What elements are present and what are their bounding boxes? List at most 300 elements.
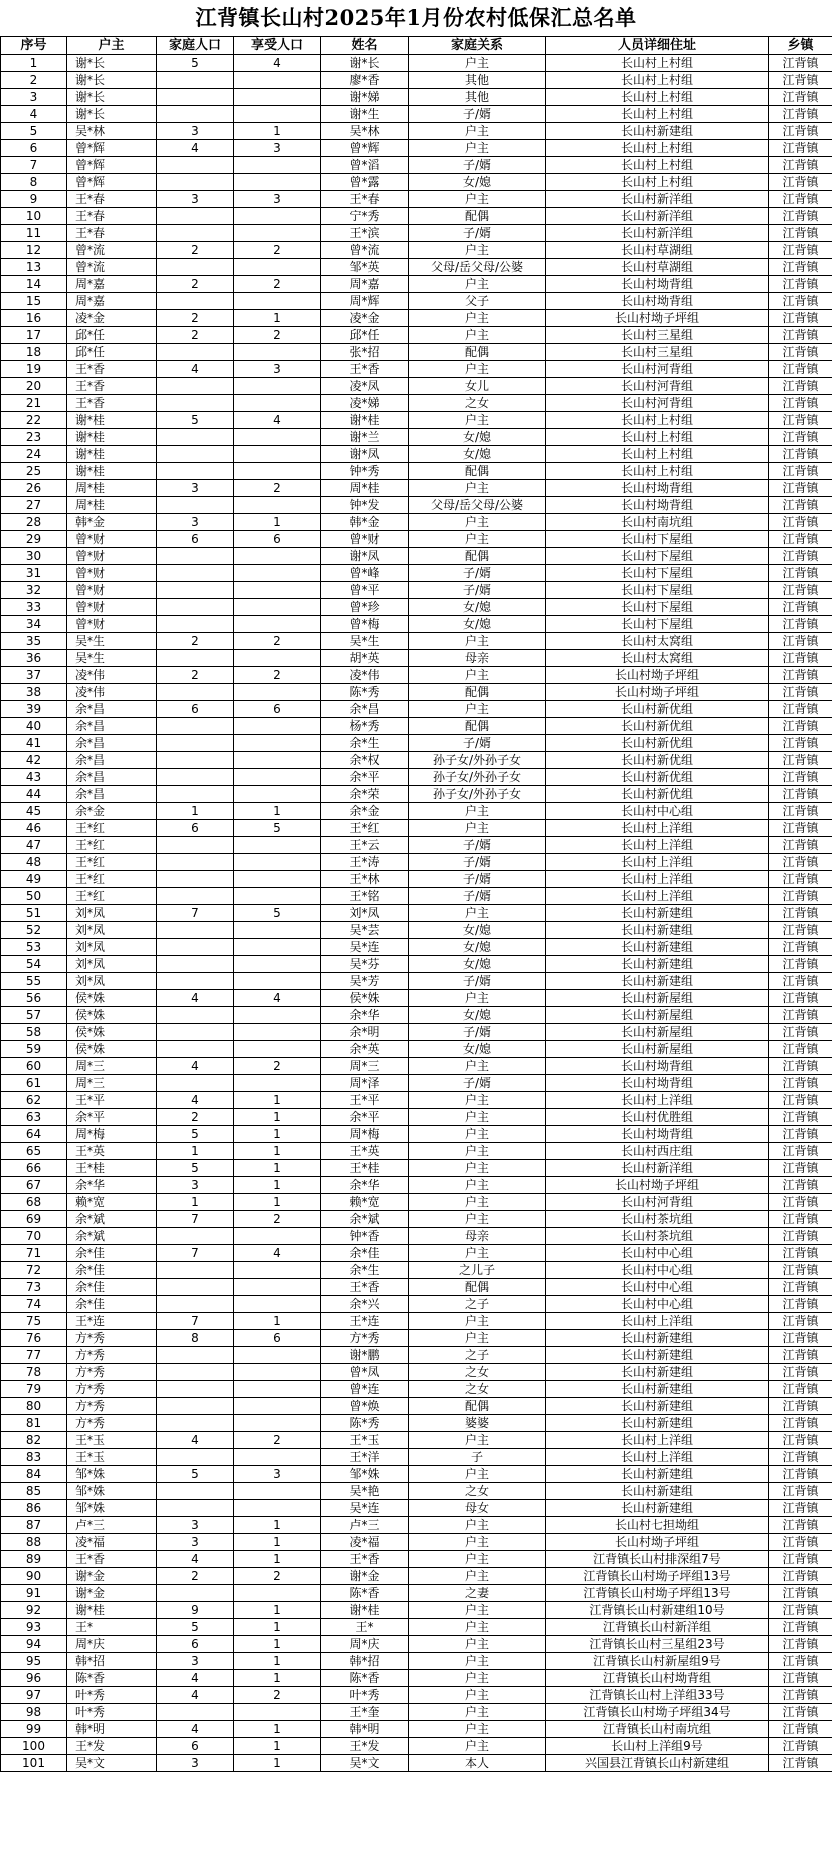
cell-town: 江背镇 xyxy=(769,1483,832,1500)
cell-family-size xyxy=(157,259,234,276)
cell-index: 53 xyxy=(1,939,67,956)
cell-beneficiaries: 6 xyxy=(234,1330,321,1347)
cell-town: 江背镇 xyxy=(769,55,832,72)
table-row xyxy=(1,650,832,667)
cell-family-size: 2 xyxy=(157,327,234,344)
cell-relation: 母女 xyxy=(409,1500,546,1517)
cell-name: 王* xyxy=(321,1619,409,1636)
cell-beneficiaries xyxy=(234,973,321,990)
cell-name: 余*斌 xyxy=(321,1211,409,1228)
cell-address: 长山村坳子坪组 xyxy=(546,667,769,684)
cell-householder: 邱*任 xyxy=(67,344,157,361)
cell-relation: 子/婿 xyxy=(409,735,546,752)
cell-address: 长山村上洋组 xyxy=(546,820,769,837)
cell-name: 凌*娣 xyxy=(321,395,409,412)
cell-family-size xyxy=(157,1364,234,1381)
table-row xyxy=(1,344,832,361)
cell-householder: 王*春 xyxy=(67,208,157,225)
cell-family-size: 3 xyxy=(157,1177,234,1194)
cell-relation: 婆婆 xyxy=(409,1415,546,1432)
cell-index: 36 xyxy=(1,650,67,667)
cell-householder: 方*秀 xyxy=(67,1381,157,1398)
cell-householder: 吴*生 xyxy=(67,633,157,650)
cell-family-size xyxy=(157,650,234,667)
cell-address: 长山村新屋组 xyxy=(546,990,769,1007)
cell-beneficiaries xyxy=(234,837,321,854)
cell-householder: 王*红 xyxy=(67,820,157,837)
cell-householder: 谢*桂 xyxy=(67,463,157,480)
cell-family-size: 2 xyxy=(157,310,234,327)
cell-index: 73 xyxy=(1,1279,67,1296)
cell-town: 江背镇 xyxy=(769,1738,832,1755)
cell-relation: 子/婿 xyxy=(409,225,546,242)
cell-address: 长山村上洋组 xyxy=(546,871,769,888)
cell-town: 江背镇 xyxy=(769,1007,832,1024)
table-row xyxy=(1,582,832,599)
cell-name: 谢*凤 xyxy=(321,548,409,565)
cell-family-size: 7 xyxy=(157,1245,234,1262)
cell-beneficiaries: 1 xyxy=(234,1738,321,1755)
cell-name: 吴*艳 xyxy=(321,1483,409,1500)
cell-index: 55 xyxy=(1,973,67,990)
cell-householder: 谢*金 xyxy=(67,1585,157,1602)
cell-householder: 谢*长 xyxy=(67,106,157,123)
cell-index: 13 xyxy=(1,259,67,276)
cell-town: 江背镇 xyxy=(769,429,832,446)
cell-address: 长山村下屋组 xyxy=(546,565,769,582)
cell-householder: 余*昌 xyxy=(67,769,157,786)
cell-town: 江背镇 xyxy=(769,1653,832,1670)
cell-householder: 余*昌 xyxy=(67,752,157,769)
cell-householder: 卢*三 xyxy=(67,1517,157,1534)
table-row xyxy=(1,1194,832,1211)
cell-beneficiaries xyxy=(234,106,321,123)
cell-family-size xyxy=(157,378,234,395)
cell-family-size: 4 xyxy=(157,1551,234,1568)
cell-name: 王*铭 xyxy=(321,888,409,905)
cell-town: 江背镇 xyxy=(769,735,832,752)
cell-address: 长山村新优组 xyxy=(546,701,769,718)
cell-householder: 余*斌 xyxy=(67,1228,157,1245)
cell-town: 江背镇 xyxy=(769,1466,832,1483)
cell-town: 江背镇 xyxy=(769,463,832,480)
table-row xyxy=(1,871,832,888)
cell-householder: 邱*任 xyxy=(67,327,157,344)
cell-beneficiaries: 2 xyxy=(234,667,321,684)
cell-family-size: 9 xyxy=(157,1602,234,1619)
cell-town: 江背镇 xyxy=(769,1687,832,1704)
cell-name: 余*平 xyxy=(321,1109,409,1126)
cell-beneficiaries: 1 xyxy=(234,1517,321,1534)
cell-town: 江背镇 xyxy=(769,1211,832,1228)
cell-relation: 之女 xyxy=(409,1364,546,1381)
cell-address: 长山村新洋组 xyxy=(546,191,769,208)
table-row xyxy=(1,922,832,939)
cell-beneficiaries xyxy=(234,378,321,395)
cell-relation: 之女 xyxy=(409,1483,546,1500)
cell-index: 85 xyxy=(1,1483,67,1500)
cell-householder: 谢*桂 xyxy=(67,1602,157,1619)
cell-town: 江背镇 xyxy=(769,616,832,633)
cell-householder: 余*斌 xyxy=(67,1211,157,1228)
table-row xyxy=(1,259,832,276)
cell-family-size: 4 xyxy=(157,1092,234,1109)
cell-relation: 子/婿 xyxy=(409,1075,546,1092)
cell-relation: 户主 xyxy=(409,1738,546,1755)
cell-index: 81 xyxy=(1,1415,67,1432)
cell-index: 41 xyxy=(1,735,67,752)
cell-householder: 韩*金 xyxy=(67,514,157,531)
cell-family-size xyxy=(157,565,234,582)
cell-name: 邱*任 xyxy=(321,327,409,344)
table-row xyxy=(1,1364,832,1381)
cell-index: 46 xyxy=(1,820,67,837)
table-row xyxy=(1,480,832,497)
table-row xyxy=(1,55,832,72)
cell-index: 98 xyxy=(1,1704,67,1721)
table-row xyxy=(1,667,832,684)
cell-beneficiaries: 6 xyxy=(234,531,321,548)
cell-family-size: 3 xyxy=(157,1755,234,1772)
cell-address: 长山村上村组 xyxy=(546,89,769,106)
cell-family-size xyxy=(157,888,234,905)
cell-index: 61 xyxy=(1,1075,67,1092)
cell-householder: 谢*桂 xyxy=(67,412,157,429)
cell-town: 江背镇 xyxy=(769,1245,832,1262)
cell-beneficiaries xyxy=(234,1449,321,1466)
cell-address: 长山村下屋组 xyxy=(546,531,769,548)
col-header-town: 乡镇 xyxy=(769,37,832,55)
cell-town: 江背镇 xyxy=(769,650,832,667)
table-row xyxy=(1,1500,832,1517)
cell-address: 长山村上村组 xyxy=(546,106,769,123)
cell-householder: 曾*流 xyxy=(67,242,157,259)
table-row xyxy=(1,1415,832,1432)
cell-town: 江背镇 xyxy=(769,1364,832,1381)
cell-name: 周*辉 xyxy=(321,293,409,310)
cell-address: 长山村新建组 xyxy=(546,1330,769,1347)
cell-name: 韩*金 xyxy=(321,514,409,531)
cell-name: 王*香 xyxy=(321,1551,409,1568)
cell-relation: 户主 xyxy=(409,191,546,208)
cell-family-size xyxy=(157,344,234,361)
cell-index: 39 xyxy=(1,701,67,718)
cell-householder: 曾*流 xyxy=(67,259,157,276)
cell-family-size xyxy=(157,174,234,191)
cell-householder: 韩*招 xyxy=(67,1653,157,1670)
cell-family-size: 5 xyxy=(157,1160,234,1177)
cell-family-size xyxy=(157,582,234,599)
cell-householder: 刘*凤 xyxy=(67,922,157,939)
cell-relation: 子/婿 xyxy=(409,157,546,174)
cell-family-size: 2 xyxy=(157,276,234,293)
cell-address: 长山村坳背组 xyxy=(546,293,769,310)
col-header-address: 人员详细住址 xyxy=(546,37,769,55)
cell-index: 43 xyxy=(1,769,67,786)
cell-family-size: 2 xyxy=(157,1109,234,1126)
table-row xyxy=(1,769,832,786)
cell-index: 82 xyxy=(1,1432,67,1449)
cell-relation: 之女 xyxy=(409,395,546,412)
cell-householder: 周*嘉 xyxy=(67,293,157,310)
cell-family-size xyxy=(157,1347,234,1364)
cell-address: 长山村新建组 xyxy=(546,1500,769,1517)
cell-householder: 谢*桂 xyxy=(67,429,157,446)
cell-householder: 周*三 xyxy=(67,1058,157,1075)
cell-name: 曾*露 xyxy=(321,174,409,191)
cell-name: 吴*生 xyxy=(321,633,409,650)
cell-town: 江背镇 xyxy=(769,208,832,225)
cell-name: 谢*兰 xyxy=(321,429,409,446)
cell-index: 25 xyxy=(1,463,67,480)
cell-town: 江背镇 xyxy=(769,820,832,837)
cell-name: 周*泽 xyxy=(321,1075,409,1092)
cell-relation: 户主 xyxy=(409,480,546,497)
cell-address: 长山村上洋组 xyxy=(546,854,769,871)
cell-index: 68 xyxy=(1,1194,67,1211)
cell-address: 长山村新建组 xyxy=(546,1398,769,1415)
cell-beneficiaries xyxy=(234,1381,321,1398)
cell-name: 韩*明 xyxy=(321,1721,409,1738)
cell-town: 江背镇 xyxy=(769,1024,832,1041)
cell-beneficiaries xyxy=(234,1364,321,1381)
cell-town: 江背镇 xyxy=(769,276,832,293)
cell-index: 30 xyxy=(1,548,67,565)
cell-householder: 赖*宽 xyxy=(67,1194,157,1211)
cell-beneficiaries xyxy=(234,395,321,412)
cell-beneficiaries: 1 xyxy=(234,1551,321,1568)
cell-town: 江背镇 xyxy=(769,871,832,888)
cell-address: 长山村草湖组 xyxy=(546,259,769,276)
cell-index: 92 xyxy=(1,1602,67,1619)
cell-address: 长山村坳背组 xyxy=(546,1058,769,1075)
cell-beneficiaries xyxy=(234,1704,321,1721)
cell-householder: 谢*长 xyxy=(67,89,157,106)
cell-family-size xyxy=(157,429,234,446)
table-row xyxy=(1,1075,832,1092)
cell-town: 江背镇 xyxy=(769,157,832,174)
cell-address: 江背镇长山村排深组7号 xyxy=(546,1551,769,1568)
table-row xyxy=(1,973,832,990)
table-row xyxy=(1,1466,832,1483)
cell-family-size: 4 xyxy=(157,1687,234,1704)
cell-beneficiaries xyxy=(234,854,321,871)
cell-householder: 余*昌 xyxy=(67,786,157,803)
cell-name: 王*英 xyxy=(321,1143,409,1160)
cell-name: 余*生 xyxy=(321,735,409,752)
cell-family-size: 4 xyxy=(157,361,234,378)
cell-relation: 子/婿 xyxy=(409,973,546,990)
table-row xyxy=(1,548,832,565)
cell-town: 江背镇 xyxy=(769,1517,832,1534)
cell-relation: 本人 xyxy=(409,1755,546,1772)
cell-name: 曾*流 xyxy=(321,242,409,259)
cell-town: 江背镇 xyxy=(769,174,832,191)
cell-index: 77 xyxy=(1,1347,67,1364)
cell-relation: 之儿子 xyxy=(409,1262,546,1279)
cell-relation: 母亲 xyxy=(409,1228,546,1245)
cell-address: 长山村茶坑组 xyxy=(546,1228,769,1245)
cell-beneficiaries xyxy=(234,956,321,973)
cell-index: 48 xyxy=(1,854,67,871)
cell-index: 22 xyxy=(1,412,67,429)
table-row xyxy=(1,1738,832,1755)
cell-index: 33 xyxy=(1,599,67,616)
cell-relation: 配偶 xyxy=(409,463,546,480)
cell-index: 54 xyxy=(1,956,67,973)
table-row xyxy=(1,1721,832,1738)
cell-index: 21 xyxy=(1,395,67,412)
table-row xyxy=(1,990,832,1007)
cell-family-size: 5 xyxy=(157,1619,234,1636)
cell-address: 长山村新建组 xyxy=(546,939,769,956)
cell-index: 28 xyxy=(1,514,67,531)
cell-householder: 邹*姝 xyxy=(67,1483,157,1500)
cell-householder: 邹*姝 xyxy=(67,1500,157,1517)
table-row xyxy=(1,395,832,412)
cell-name: 吴*芳 xyxy=(321,973,409,990)
cell-name: 陈*秀 xyxy=(321,1415,409,1432)
col-header-index: 序号 xyxy=(1,37,67,55)
cell-town: 江背镇 xyxy=(769,1143,832,1160)
cell-relation: 女/媳 xyxy=(409,939,546,956)
cell-address: 长山村上村组 xyxy=(546,140,769,157)
cell-beneficiaries: 2 xyxy=(234,1687,321,1704)
table-row xyxy=(1,1279,832,1296)
cell-family-size xyxy=(157,1228,234,1245)
cell-householder: 王*平 xyxy=(67,1092,157,1109)
cell-beneficiaries: 1 xyxy=(234,1177,321,1194)
cell-householder: 凌*伟 xyxy=(67,667,157,684)
cell-beneficiaries xyxy=(234,1262,321,1279)
cell-name: 王*红 xyxy=(321,820,409,837)
cell-address: 长山村中心组 xyxy=(546,803,769,820)
table-row xyxy=(1,174,832,191)
cell-family-size xyxy=(157,1483,234,1500)
cell-address: 长山村上村组 xyxy=(546,55,769,72)
col-header-family-size: 家庭人口 xyxy=(157,37,234,55)
cell-index: 100 xyxy=(1,1738,67,1755)
cell-name: 凌*伟 xyxy=(321,667,409,684)
cell-address: 长山村河背组 xyxy=(546,1194,769,1211)
cell-index: 66 xyxy=(1,1160,67,1177)
cell-name: 王*洋 xyxy=(321,1449,409,1466)
cell-town: 江背镇 xyxy=(769,684,832,701)
cell-name: 杨*秀 xyxy=(321,718,409,735)
cell-address: 长山村上洋组 xyxy=(546,837,769,854)
cell-address: 长山村新优组 xyxy=(546,752,769,769)
cell-index: 6 xyxy=(1,140,67,157)
cell-family-size: 6 xyxy=(157,701,234,718)
table-row xyxy=(1,1517,832,1534)
cell-householder: 曾*财 xyxy=(67,582,157,599)
cell-family-size xyxy=(157,1279,234,1296)
cell-address: 长山村新洋组 xyxy=(546,208,769,225)
cell-name: 邹*英 xyxy=(321,259,409,276)
cell-town: 江背镇 xyxy=(769,1126,832,1143)
cell-name: 廖*香 xyxy=(321,72,409,89)
cell-town: 江背镇 xyxy=(769,1092,832,1109)
cell-beneficiaries xyxy=(234,259,321,276)
cell-name: 曾*焕 xyxy=(321,1398,409,1415)
cell-beneficiaries: 3 xyxy=(234,361,321,378)
cell-address: 长山村新建组 xyxy=(546,1381,769,1398)
table-row xyxy=(1,1602,832,1619)
cell-householder: 余*佳 xyxy=(67,1245,157,1262)
cell-relation: 户主 xyxy=(409,633,546,650)
cell-name: 谢*桂 xyxy=(321,412,409,429)
cell-householder: 刘*凤 xyxy=(67,939,157,956)
cell-name: 曾*凤 xyxy=(321,1364,409,1381)
table-row xyxy=(1,446,832,463)
cell-name: 曾*峰 xyxy=(321,565,409,582)
cell-relation: 户主 xyxy=(409,990,546,1007)
table-row xyxy=(1,1585,832,1602)
cell-address: 兴国县江背镇长山村新建组 xyxy=(546,1755,769,1772)
cell-beneficiaries xyxy=(234,429,321,446)
cell-index: 26 xyxy=(1,480,67,497)
table-row xyxy=(1,820,832,837)
cell-relation: 女/媳 xyxy=(409,1041,546,1058)
cell-beneficiaries: 1 xyxy=(234,1636,321,1653)
cell-beneficiaries xyxy=(234,1296,321,1313)
cell-relation: 户主 xyxy=(409,310,546,327)
cell-family-size: 7 xyxy=(157,905,234,922)
cell-index: 96 xyxy=(1,1670,67,1687)
cell-relation: 女/媳 xyxy=(409,922,546,939)
cell-relation: 户主 xyxy=(409,1109,546,1126)
cell-address: 江背镇长山村新洋组 xyxy=(546,1619,769,1636)
table-row xyxy=(1,1704,832,1721)
cell-town: 江背镇 xyxy=(769,1075,832,1092)
cell-address: 长山村上洋组9号 xyxy=(546,1738,769,1755)
cell-relation: 配偶 xyxy=(409,718,546,735)
cell-name: 吴*连 xyxy=(321,939,409,956)
cell-beneficiaries xyxy=(234,1483,321,1500)
table-row xyxy=(1,752,832,769)
cell-town: 江背镇 xyxy=(769,123,832,140)
roster-table xyxy=(0,36,832,1772)
cell-family-size xyxy=(157,72,234,89)
cell-address: 长山村下屋组 xyxy=(546,599,769,616)
table-row xyxy=(1,378,832,395)
cell-index: 90 xyxy=(1,1568,67,1585)
cell-index: 56 xyxy=(1,990,67,1007)
cell-householder: 侯*姝 xyxy=(67,990,157,1007)
cell-beneficiaries: 2 xyxy=(234,1432,321,1449)
cell-address: 长山村新洋组 xyxy=(546,1160,769,1177)
cell-town: 江背镇 xyxy=(769,395,832,412)
cell-index: 50 xyxy=(1,888,67,905)
cell-family-size xyxy=(157,1262,234,1279)
cell-householder: 凌*金 xyxy=(67,310,157,327)
cell-family-size xyxy=(157,208,234,225)
cell-town: 江背镇 xyxy=(769,446,832,463)
cell-beneficiaries xyxy=(234,718,321,735)
cell-address: 长山村三星组 xyxy=(546,327,769,344)
cell-beneficiaries: 1 xyxy=(234,1653,321,1670)
cell-beneficiaries: 1 xyxy=(234,514,321,531)
cell-town: 江背镇 xyxy=(769,1381,832,1398)
cell-index: 2 xyxy=(1,72,67,89)
cell-relation: 子/婿 xyxy=(409,837,546,854)
cell-beneficiaries xyxy=(234,497,321,514)
cell-name: 吴*连 xyxy=(321,1500,409,1517)
cell-householder: 曾*辉 xyxy=(67,157,157,174)
cell-index: 69 xyxy=(1,1211,67,1228)
cell-address: 长山村新屋组 xyxy=(546,1007,769,1024)
table-row xyxy=(1,242,832,259)
